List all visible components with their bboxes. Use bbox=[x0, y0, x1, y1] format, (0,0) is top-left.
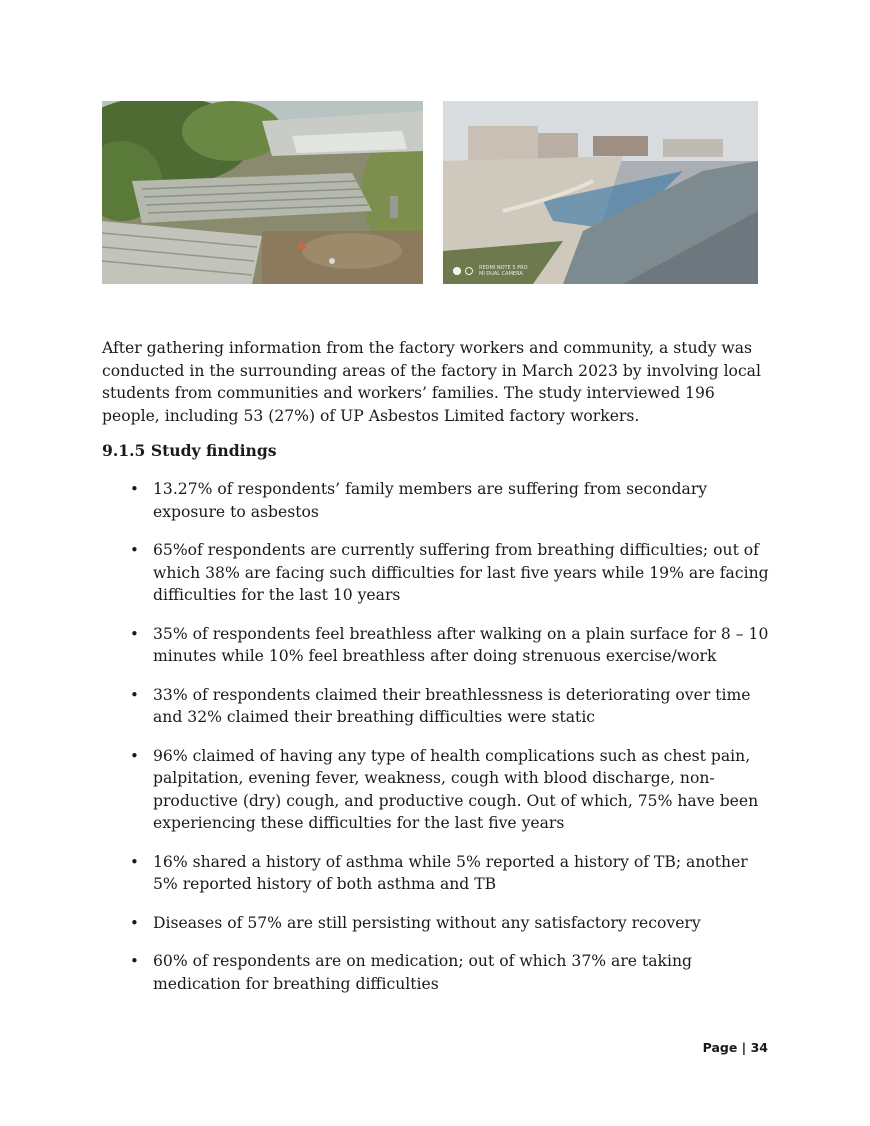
asbestos-debris-photo bbox=[102, 101, 423, 284]
list-item bbox=[102, 912, 772, 935]
section-heading: 9.1.5 Study findings bbox=[102, 441, 277, 460]
bullet-icon: • bbox=[130, 746, 139, 765]
list-item bbox=[102, 478, 772, 523]
finding-text: 60% of respondents are on medication; out of which 37% are taking medication for breathing difficulties bbox=[153, 952, 693, 993]
camera-dot-icon bbox=[453, 267, 461, 275]
finding-text: 33% of respondents claimed their breathlessness is deteriorating over time and 32% claimed their breathing difficulties were static bbox=[153, 685, 751, 726]
bullet-icon: • bbox=[130, 852, 139, 871]
list-item bbox=[102, 684, 772, 729]
bullet-icon: • bbox=[130, 913, 139, 932]
finding-text: Diseases of 57% are still persisting without any satisfactory recovery bbox=[153, 913, 701, 932]
list-item bbox=[102, 539, 772, 607]
list-item bbox=[102, 950, 772, 995]
camera-ring-icon bbox=[465, 267, 473, 275]
watermark-line-2: MI DUAL CAMERA bbox=[479, 271, 523, 277]
bullet-icon: • bbox=[130, 480, 139, 498]
finding-text: 16% shared a history of asthma while 5% reported a history of TB; another 5% reported history of both asthma and TB bbox=[153, 852, 748, 893]
finding-text: 35% of respondents feel breathless after walking on a plain surface for 8 – 10 minutes while 10% feel breathless after doing strenuous exercise/work bbox=[153, 624, 769, 665]
finding-text: 65%of respondents are currently suffering from breathing difficulties; out of which 38% are facing such difficulties for last five years while 19% are facing difficulties for the last 10 years bbox=[153, 541, 769, 604]
riverbank-photo bbox=[443, 101, 758, 284]
page-number: Page | 34 bbox=[702, 1040, 768, 1055]
list-item bbox=[102, 851, 772, 896]
bullet-icon: • bbox=[130, 952, 139, 970]
list-item bbox=[102, 623, 772, 668]
bullet-icon: • bbox=[130, 541, 139, 559]
riverbank-illustration bbox=[443, 101, 758, 284]
finding-text: 13.27% of respondents’ family members are suffering from secondary exposure to asbestos bbox=[153, 480, 708, 521]
camera-watermark bbox=[453, 265, 528, 277]
watermark-line-1: REDMI NOTE 5 PRO bbox=[479, 265, 528, 271]
bullet-icon: • bbox=[130, 685, 139, 704]
findings-list bbox=[102, 478, 772, 1011]
bullet-icon: • bbox=[130, 624, 139, 643]
finding-text: 96% claimed of having any type of health complications such as chest pain, palpitation, evening fever, weakness, cough with blood discharge, non-productive (dry) cough, and productive cough. Out of which, 75% have been experiencing these difficulties for the last five years bbox=[153, 746, 759, 832]
intro-paragraph: After gathering information from the factory workers and community, a study was conducted in the surrounding areas of the factory in March 2023 by involving local students from communities and workers’ families. The study interviewed 196 people, including 53 (27%) of UP Asbestos Limited factory workers. bbox=[102, 339, 761, 425]
asbestos-debris-illustration bbox=[102, 101, 423, 284]
list-item bbox=[102, 745, 772, 835]
